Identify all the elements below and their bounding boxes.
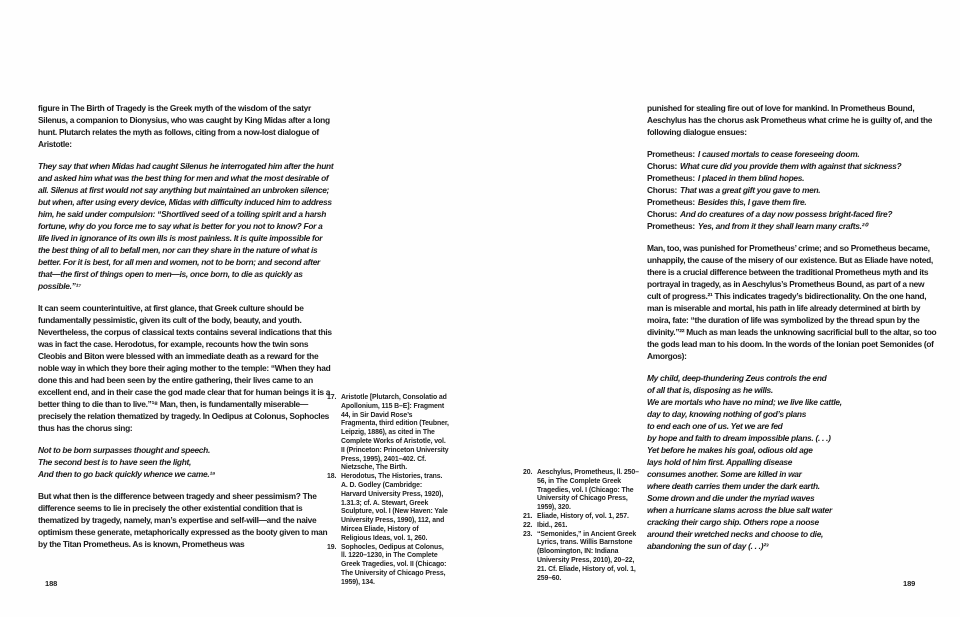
- paragraph-counterintuitive: It can seem counterintuitive, at first glance, that Greek culture should be fundamentally pessimistic, given its cult of the body, beauty, and youth. Nevertheless, the corpus of classical texts contains several indications that this was in fact the case. Herodotus, for example, recounts how the twin sons Cleobis and Biton were blessed with an immediate death as a reward for the noble way in which they bore their aging mother to the temple: “When they had done this and had been seen by the entire gathering, their lives came to an excellent end, and in their case the god made clear that for human beings it is a better thing to die than to live.”¹⁸ Man, then, is fundamentally miserable—precisely the relation thematized by tragedy. In Oedipus at Colonus, Sophocles thus has the chorus sing:: [38, 303, 332, 433]
- speaker-label: Prometheus:: [647, 173, 695, 183]
- footnote: [523, 469, 645, 513]
- dialogue-line: [647, 160, 939, 172]
- footnote-text: Aeschylus, Prometheus, ll. 250–56, in The Complete Greek Tragedies, vol. I (Chicago: The University of Chicago Press, 1959), 320.: [537, 469, 639, 512]
- verse-line: around their wretched necks and choose to die,: [647, 529, 824, 539]
- verse-line: to end each one of us. Yet we are fed: [647, 421, 783, 431]
- footnote-column-left: [327, 394, 449, 588]
- footnote-number: 21.: [523, 512, 533, 520]
- verse-line: Not to be born surpasses thought and speech.: [38, 445, 210, 455]
- dialogue-line: [647, 196, 939, 208]
- footnote: [523, 522, 645, 531]
- footnote-text: Aristotle [Plutarch, Consolatio ad Apollonium, 115 B–E]: Fragment 44, in Sir David Rose’s Fragmenta, third edition (Teubner, Leipzig, 1886), as cited in The Complete Works of Aristotle, vol. II (Princeton: Princeton University Press, 1995), 2401–402. Cf. Nietzsche, The Birth.: [341, 394, 449, 472]
- dialogue-speech: What cure did you provide them with against that sickness?: [680, 161, 902, 171]
- speaker-label: Chorus:: [647, 185, 678, 195]
- verse-line: of all that is, disposing as he wills.: [647, 385, 773, 395]
- verse-line: Yet before he makes his goal, odious old age: [647, 445, 813, 455]
- verse-semonides: [647, 372, 939, 552]
- verse-oedipus-chorus: [38, 444, 337, 481]
- speaker-label: Chorus:: [647, 161, 678, 171]
- verse-line: The second best is to have seen the light,: [38, 457, 192, 467]
- right-page-text-column: [647, 102, 939, 552]
- speaker-label: Chorus:: [647, 209, 678, 219]
- footnote: [327, 473, 449, 543]
- verse-line: by hope and faith to dream impossible plans. (. . .): [647, 433, 831, 443]
- dialogue-speech: That was a great gift you gave to men.: [680, 185, 821, 195]
- left-page-text-column: [38, 102, 337, 550]
- page-number-left: 188: [45, 579, 58, 588]
- verse-line: Some drown and die under the myriad waves: [647, 493, 815, 503]
- verse-line: consumes another. Some are killed in war: [647, 469, 802, 479]
- verse-line: And then to go back quickly whence we came.¹⁹: [38, 469, 216, 479]
- verse-line: when a hurricane slams across the blue salt water: [647, 505, 832, 515]
- dialogue-line: [647, 220, 939, 232]
- dialogue-line: [647, 172, 939, 184]
- footnote-number: 20.: [523, 469, 533, 476]
- speaker-label: Prometheus:: [647, 221, 695, 231]
- verse-line: My child, deep-thundering Zeus controls the end: [647, 373, 827, 383]
- dialogue-prometheus-chorus: [647, 148, 939, 232]
- footnote: [523, 513, 645, 522]
- verse-line: abandoning the sun of day (. . .)²³: [647, 541, 769, 551]
- verse-line: where death carries them under the dark earth.: [647, 481, 820, 491]
- footnote-text: “Semonides,” in Ancient Greek Lyrics, trans. Willis Barnstone (Bloomington, IN: Indiana University Press, 2010), 20–22, 21. Cf. Eliade, History of, vol. 1, 259–60.: [537, 530, 637, 582]
- dialogue-speech: Yes, and from it they shall learn many crafts.²⁰: [697, 221, 868, 231]
- footnote: [327, 544, 449, 588]
- verse-line: day to day, knowing nothing of god’s plans: [647, 409, 807, 419]
- paragraph-man-punished: Man, too, was punished for Prometheus’ crime; and so Prometheus became, unhappily, the cause of the misery of our existence. But as Eliade have noted, there is a crucial difference between the traditional Prometheus myth and its portrayal in tragedy, as in Aeschylus’s Prometheus Bound, as part of a new cult of progress.²¹ This indicates tragedy’s bidirectionality. On the one hand, man is miserable and mortal, his path in life already determined at birth by moira, fate: “the duration of life was symbolized by the thread spun by the divinity.”²² Much as man leads the unknowing sacrificial bull to the altar, so too the gods lead man to his doom. In the words of the Ionian poet Semonides (of Amorgos):: [647, 243, 937, 361]
- footnote-text: Sophocles, Oedipus at Colonus, ll. 1220–1230, in The Complete Greek Tragedies, vol. II (Chicago: The University of Chicago Press, 1959), 134.: [341, 543, 447, 586]
- paragraph-intro: figure in The Birth of Tragedy is the Greek myth of the wisdom of the satyr Silenus, a companion to Dionysius, who was caught by King Midas after a long hunt. Plutarch relates the myth as follows, citing from a now-lost dialogue of Aristotle:: [38, 103, 330, 149]
- dialogue-line: [647, 148, 939, 160]
- verse-line: We are mortals who have no mind; we live like cattle,: [647, 397, 842, 407]
- footnote-number: 23.: [523, 530, 533, 538]
- footnote: [523, 531, 645, 584]
- footnote-column-right: [523, 469, 645, 583]
- dialogue-speech: Besides this, I gave them fire.: [697, 197, 807, 207]
- speaker-label: Prometheus:: [647, 149, 695, 159]
- dialogue-speech: And do creatures of a day now possess bright-faced fire?: [680, 209, 893, 219]
- footnote-text: Ibid., 261.: [537, 521, 568, 529]
- footnote-number: 19.: [327, 543, 337, 551]
- speaker-label: Prometheus:: [647, 197, 695, 207]
- dialogue-line: [647, 184, 939, 196]
- dialogue-speech: I placed in them blind hopes.: [697, 173, 805, 183]
- dialogue-speech: I caused mortals to cease foreseeing doom.: [697, 149, 860, 159]
- footnote-number: 17.: [327, 394, 337, 401]
- verse-line: lays hold of him first. Appalling disease: [647, 457, 793, 467]
- footnote-text: Herodotus, The Histories, trans. A. D. Godley (Cambridge: Harvard University Press, 1920), 1.31.3; cf. A. Stewart, Greek Sculpture, vol. I (New Haven: Yale University Press, 1990), 112, and Mircea Eliade, History of Religious Ideas, vol. 1, 260.: [341, 473, 448, 542]
- page-number-right: 189: [903, 579, 916, 588]
- footnote-number: 22.: [523, 521, 533, 529]
- verse-line: cracking their cargo ship. Others rope a noose: [647, 517, 819, 527]
- dialogue-line: [647, 208, 939, 220]
- footnote-number: 18.: [327, 473, 337, 481]
- paragraph-prometheus-bound: punished for stealing fire out of love for mankind. In Prometheus Bound, Aeschylus has the chorus ask Prometheus what crime he is guilty of, and the following dialogue ensues:: [647, 103, 933, 137]
- paragraph-final: But what then is the difference between tragedy and sheer pessimism? The difference seems to lie in precisely the other existential condition that is thematized by tragedy, namely, man’s expertise and self-will—and the naive optimism these generate, metaphorically expressed as the booty given to man by the Titan Prometheus. As is known, Prometheus was: [38, 491, 328, 549]
- block-quote-silenus: They say that when Midas had caught Silenus he interrogated him after the hunt and asked him what was the best thing for men and what the most desirable of all. Silenus at first would not say anything but maintained an unbroken silence; but when, after using every device, Midas with difficulty induced him to address him, he said under compulsion: “Shortlived seed of a toiling spirit and a harsh fortune, why do you force me to say what is better for you not to know? For a life lived in ignorance of its own ills is most painless. It is quite impossible for the best thing of all to befall men, nor can they share in the nature of what is better. For it is best, for all men and women, not to be born; and second after that—the first of things open to men—is, once born, to die as quickly as possible.”¹⁷: [38, 161, 334, 291]
- footnote: [327, 394, 449, 473]
- footnote-text: Eliade, History of, vol. 1, 257.: [537, 512, 629, 520]
